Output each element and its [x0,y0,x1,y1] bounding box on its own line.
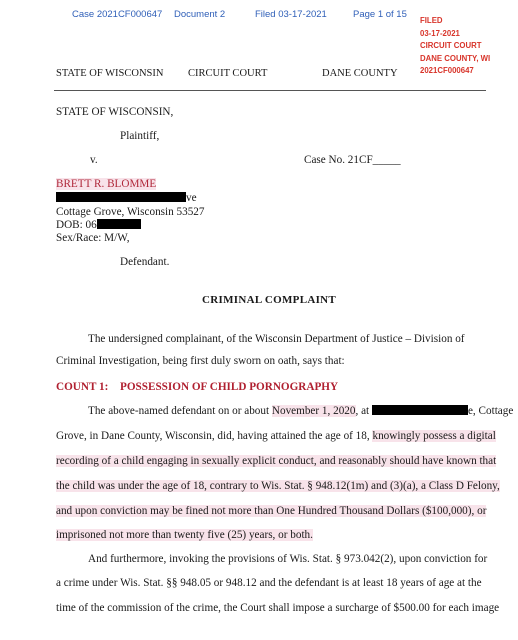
count-line-1c: e, Cottage [467,405,514,417]
stamp-county: DANE COUNTY, WI [420,53,491,63]
defendant-role: Defendant. [120,256,170,268]
count-label: COUNT 1: [56,381,109,393]
defendant-name-text: BRETT R. BLOMME [56,178,157,190]
redaction-bar [372,405,468,415]
count-line-2a: Grove, in Dane County, Wisconsin, did, having attained the age of 18, [56,430,373,442]
count-line-2b: knowingly possess a digital [372,430,496,442]
count-line-1 [56,405,514,417]
count-line-5-text: and upon conviction may be fined not more than One Hundred Thousand Dollars ($100,000), or [56,505,487,517]
plaintiff-name: STATE OF WISCONSIN, [56,106,174,118]
case-number: Case No. 21CF_____ [304,154,401,166]
intro-line-1: The undersigned complainant, of the Wisconsin Department of Justice – Division of [88,333,465,345]
versus: v. [90,154,98,166]
defendant-name [56,178,156,190]
caption-rule [54,90,486,91]
count-line-5 [56,505,487,517]
filing-stamp [420,15,490,78]
count-line-4-text: the child was under the age of 18, contrary to Wis. Stat. § 948.12(1m) and (3)(a), a Class D Felony, [56,480,500,492]
document-title: CRIMINAL COMPLAINT [202,294,337,306]
caption-state: STATE OF WISCONSIN [56,68,164,79]
count-line-1a: The above-named defendant on or about [88,405,272,417]
count-line-4 [56,480,500,492]
address-suffix: ve [186,192,197,204]
redaction-bar [97,219,141,229]
count-line-6 [56,529,472,541]
defendant-address [56,192,197,204]
defendant-dob [56,219,141,231]
further-line-1: And furthermore, invoking the provisions of Wis. Stat. § 973.042(2), upon conviction for [88,553,488,565]
header-page: Page 1 of 15 [353,9,407,20]
stamp-date: 03-17-2021 [420,28,460,38]
intro-line-2: Criminal Investigation, being first duly sworn on oath, says that: [56,355,345,367]
count-line-3 [56,455,497,467]
caption-county: DANE COUNTY [322,68,398,79]
offense-date: November 1, 2020 [271,405,356,417]
header-case: Case 2021CF000647 [72,9,163,20]
plaintiff-role: Plaintiff, [120,130,160,142]
count-line-1b: , at [355,405,372,417]
further-line-2: a crime under Wis. Stat. §§ 948.05 or 948.12 and the defendant is at least 18 years of age at the [56,577,482,589]
count-line-3-text: recording of a child engaging in sexually explicit conduct, and reasonably should have known that [56,455,497,467]
redaction-bar [56,192,186,202]
stamp-court: CIRCUIT COURT [420,41,482,50]
defendant-city: Cottage Grove, Wisconsin 53527 [56,206,205,218]
defendant-sex-race: Sex/Race: M/W, [56,232,130,244]
header-filed: Filed 03-17-2021 [255,9,327,20]
header-document: Document 2 [174,9,226,20]
count-line-6-text: imprisoned not more than twenty five (25) years, or both. [56,529,313,541]
stamp-case: 2021CF000647 [420,66,474,75]
count-line-2 [56,430,496,442]
stamp-filed: FILED [420,16,443,25]
further-line-3: time of the commission of the crime, the Court shall impose a surcharge of $500.00 for each image [56,602,500,614]
dob-prefix: DOB: 06 [56,219,97,231]
caption-court: CIRCUIT COURT [188,68,268,79]
count-title: POSSESSION OF CHILD PORNOGRAPHY [120,381,339,393]
